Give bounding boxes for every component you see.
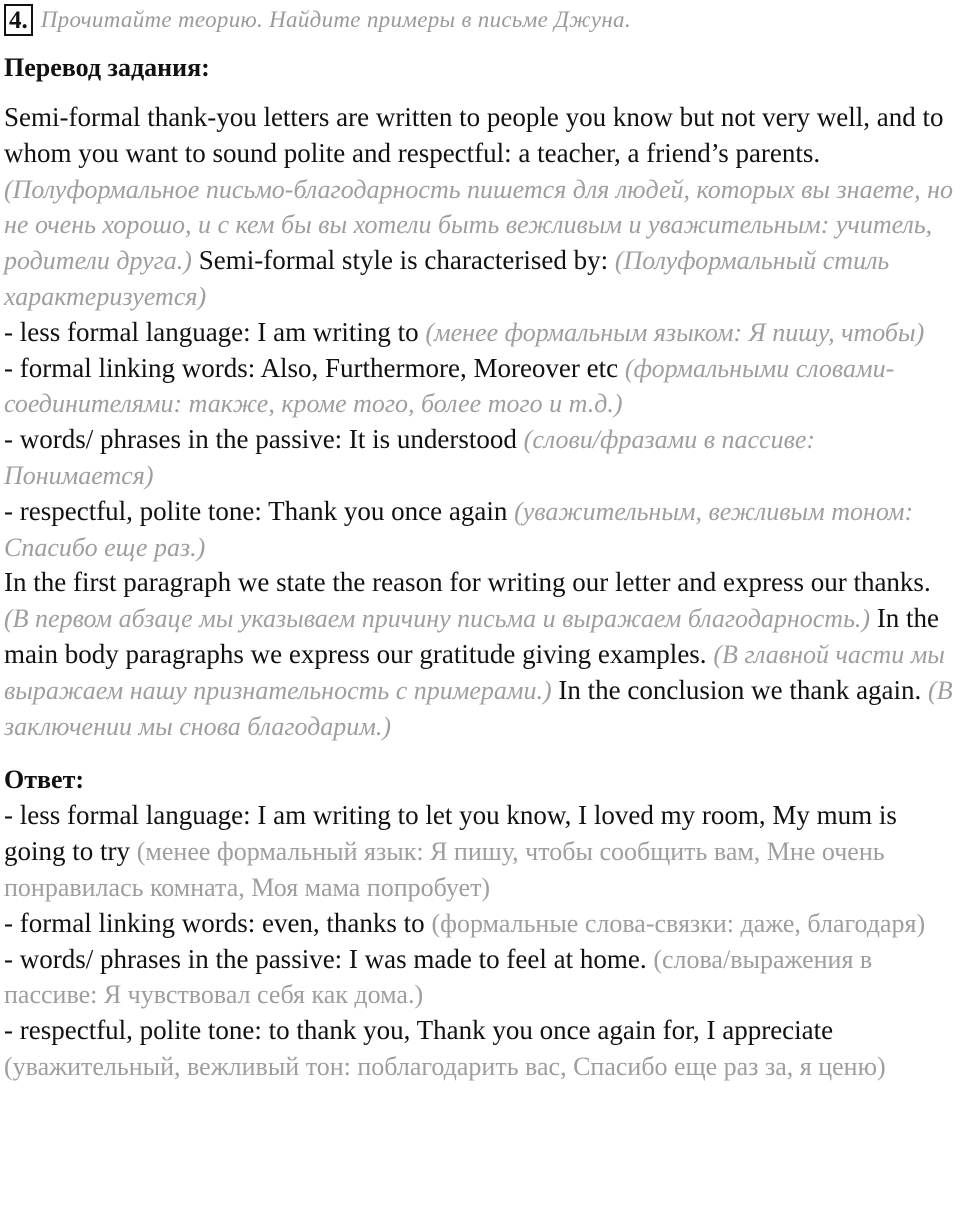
theory-item [4,315,956,351]
structure-paragraph [4,565,956,744]
theory-item-text: - words/ phrases in the passive: It is understood [4,424,517,455]
theory-item-translation: (слови/фразами в пассиве: Понимается) [4,425,816,490]
intro-text: Semi-formal thank-you letters are written to people you know but not very well, and to whom you want to sound polite and respectful: a teacher, a friend’s parents. [4,102,944,168]
answer-item-translation: (менее формальный язык: Я пишу, чтобы сообщить вам, Мне очень понравилась комната, Моя мама попробует) [4,837,885,902]
answer-body [4,798,956,1084]
task-instruction: Прочитайте теорию. Найдите примеры в письме Джуна. [40,7,631,32]
theory-item-text: - formal linking words: Also, Furthermore, Moreover etc [4,352,619,383]
conclusion-text: In the conclusion we thank again. [558,674,922,705]
theory-item-translation: (уважительным, вежливым тоном: Спасибо еще раз.) [4,496,914,562]
first-paragraph-translation: (В первом абзаце мы указываем причину письма и выражаем благодарность.) [4,604,871,634]
answer-heading: Ответ: [4,765,85,795]
task-number: 4. [4,4,33,36]
answer-item [4,1013,956,1085]
theory-item [4,494,956,566]
main-body-translation: (В главной части мы выражаем нашу признательность с примерами.) [4,639,945,705]
answer-item-text: - less formal language: I am writing to let you know, I loved my room, My mum is going to try [4,800,897,867]
translation-heading: Перевод задания: [4,53,210,82]
answer-item-text: - words/ phrases in the passive: I was made to feel at home. [4,943,647,974]
answer-item-translation: (слова/выражения в пассиве: Я чувствовал себя как дома.) [4,944,873,1010]
theory-item-text: - respectful, polite tone: Thank you once again [4,495,508,526]
theory-item [4,351,956,423]
answer-item-text: - respectful, polite tone: to thank you, Thank you once again for, I appreciate [4,1015,834,1046]
intro-translation: (Полуформальное письмо-благодарность пишется для людей, которых вы знаете, но не очень хорошо, и с кем бы вы хотели быть вежливым и уважительным: учитель, родители друга.) [4,174,953,276]
answer-item [4,798,956,905]
answer-item-text: - formal linking words: even, thanks to [4,907,425,938]
answer-item [4,906,956,942]
theory-item-text: - less formal language: I am writing to [4,316,419,347]
translation-body [4,100,956,744]
conclusion-translation: (В заключении мы снова благодарим.) [4,675,953,741]
answer-item-translation: (формальные слова-связки: даже, благодаря) [431,908,926,938]
answer-item [4,942,956,1014]
style-translation: (Полуформальный стиль характеризуется) [4,246,890,311]
answer-item-translation: (уважительный, вежливый тон: поблагодарить вас, Спасибо еще раз за, я ценю) [4,1051,886,1081]
style-text: Semi-formal style is characterised by: [198,245,609,276]
main-body-text: In the main body paragraphs we express our gratitude giving examples. [4,603,940,669]
theory-item-translation: (формальными словами-соединителями: также, кроме того, более того и т.д.) [4,353,895,419]
theory-item [4,422,956,494]
first-paragraph-text: In the first paragraph we state the reason for writing our letter and express our thanks. [4,567,931,598]
task-header [4,0,956,40]
theory-item-translation: (менее формальным языком: Я пишу, чтобы) [425,317,925,347]
